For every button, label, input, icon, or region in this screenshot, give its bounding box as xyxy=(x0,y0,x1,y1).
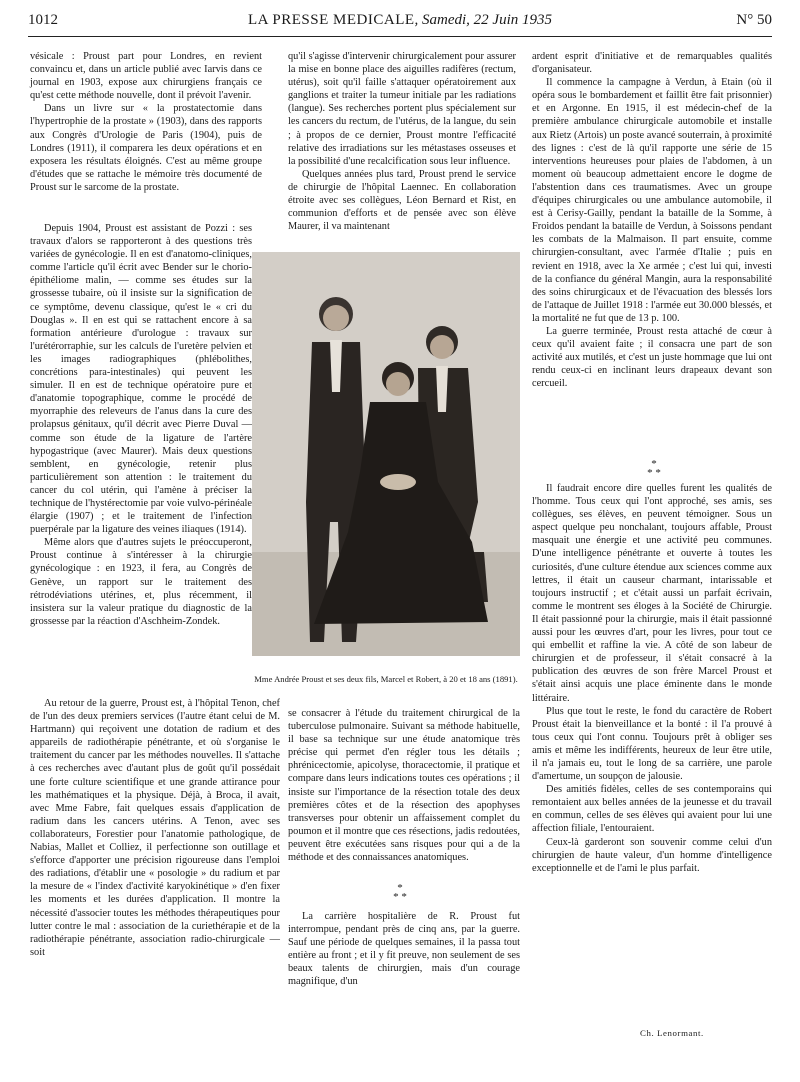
column-2-final xyxy=(288,910,520,989)
page-header xyxy=(28,12,772,37)
photo-caption: Mme Andrée Proust et ses deux fils, Marcel et Robert, à 20 et 18 ans (1891). xyxy=(254,674,518,684)
paragraph: Ceux-là garderont son souvenir comme celui d'un chirurgien de haute valeur, d'un homme d'intelligence exceptionnelle et de l'ami le plus parfait. xyxy=(532,836,772,874)
paragraph: vésicale : Proust part pour Londres, en revient convaincu et, dans un article publié avec Iarvis dans ce journal en 1903, expose aux chirurgiens français ce qu'est cette méthode nouvelle, dont il prévoit l'avenir. xyxy=(30,51,262,102)
paragraph: Il commence la campagne à Verdun, à Etain (où il opéra sous le bombardement et faillit être fait prisonnier) et en Argonne. En 1915, il est médecin-chef de la première ambulance chirurgicale automobile et installe aux Rietz (Artois) un poste avancé souterrain, à proximité des lignes : c'est de là qu'il rapporte une série de 15 interventions heureuses pour plaies de l'abdomen, à un moment où beaucoup admettaient encore le dogme de l'abstention dans ces traumatismes. Avec un groupe d'équipes chirurgicales ou une ambulance automobile, il est à Cerisy-Gailly, pendant la bataille de la Somme, à Froidos pendant la bataille de Verdun, à Soissons pendant les combats de la Malmaison. Il part ensuite, comme chirurgien-consultant, avec l'armée d'Italie ; puis en revient en 1918, avec la Xe armée ; c'est lui qui, investi de la confiance du général Mangin, aura la responsabilité des soins chirurgicaux et de l'évacuation des blessés lors de l'attaque de Juillet 1918 : l'armée eut 30.000 blessés, et la mortalité ne fut que de 13 p. 100. xyxy=(532,77,772,324)
author-signature: Ch. Lenormant. xyxy=(640,1028,704,1038)
column-2-bottom xyxy=(288,707,520,864)
column-3-top xyxy=(532,50,772,390)
family-photograph xyxy=(252,252,520,656)
paragraph: Même alors que d'autres sujets le préoccuperont, Proust continue à s'intéresser à la chirurgie gynécologique : en 1923, il fera, au Congrès de Genève, un rapport sur le traitement des rétrodéviations utérines, et, plus récemment, il insistera sur la valeur pratique du diagnostic de la grossesse par la réaction d'Aschheim-Zondek. xyxy=(30,537,252,627)
column-1-middle xyxy=(30,222,252,628)
paragraph: Quelques années plus tard, Proust prend le service de chirurgie de l'hôpital Laennec. En collaboration étroite avec ses collègues, Léon Bernard et Rist, en communion d'efforts et de pensée avec son élève Maurer, il va maintenant xyxy=(288,168,516,233)
column-3-bottom xyxy=(532,482,772,875)
running-title xyxy=(28,12,772,29)
paragraph: se consacrer à l'étude du traitement chirurgical de la tuberculose pulmonaire. Suivant sa méthode habituelle, il base sa technique sur une étude anatomique très précise qui permet d'en régler tous les détails ; phrénicectomie, apicolyse, thoracectomie, il pratique et compare dans leurs indications toutes ces opérations ; il insiste sur l'importance de la résection totale des deux premières côtes et de la résection des apophyses transverses pour obtenir un affaissement complet du poumon et il montre que ces résections, jadis redoutées, peuvent être exécutées sans risques pour qui a de la méthode et des connaissances anatomiques. xyxy=(288,708,520,864)
section-separator: * * * xyxy=(393,882,407,903)
issue-number: N° 50 xyxy=(736,12,772,28)
paragraph: Des amitiés fidèles, celles de ses contemporains qui remontaient aux belles années de la jeunesse et du travail en commun, celles de ses élèves qui avaient pour lui une affection filiale, l'entouraient. xyxy=(532,784,772,835)
paragraph: ardent esprit d'initiative et de remarquables qualités d'organisateur. xyxy=(532,51,772,76)
paragraph: Dans un livre sur « la prostatectomie dans l'hypertrophie de la prostate » (1903), dans des rapports aux Congrès d'Urologie de Paris (1904), puis de Londres (1911), il comparera les deux opérations et en exposera les résultats éloignés. C'est au même groupe d'études que se rattache le mémoire très documenté de Proust sur le sarcome de la prostate. xyxy=(30,103,262,193)
paragraph: qu'il s'agisse d'intervenir chirurgicalement pour assurer la mise en bonne place des aiguilles radifères (rectum, utérus), soit qu'il faille s'attaquer opératoirement aux ganglions et traiter la tumeur initiale par les radiations (langue). Ses recherches portent plus spécialement sur les cancers du rectum, de l'utérus, de la langue, du sein ; à propos de ce dernier, Proust montre l'efficacité relative des irradiations sur les métastases osseuses et la possibilité d'une recalcification sous leur influence. xyxy=(288,51,516,167)
paragraph: Au retour de la guerre, Proust est, à l'hôpital Tenon, chef de l'un des deux premiers services (l'autre étant celui de M. Hartmann) qui reçoivent une dotation de radium et des appareils de radiothérapie pénétrante, et où s'organise le traitement du cancer par les méthodes nouvelles. Il s'attache à ces recherches avec d'autant plus de goût qu'il possédait une forte culture scientifique et une grande attirance pour les mathématiques et la physique. Déjà, à Broca, il avait, avec Mme Fabre, fait quelques essais d'application de radium dans les cancers utérins. A Tenon, avec ses collaborateurs, Forestier pour l'anatomie pathologique, de Nabias, Mallet et Colliez, il perfectionne son outillage et s'efforce d'apporter une précision rigoureuse dans l'emploi des radiations, d'établir une « posologie » du radium et par la mesure de « l'index d'activité karyokinétique » d'en fixer les moments et les durées d'application. Il montre la nécessité d'associer toutes les méthodes thérapeutiques pour lutter contre le mal : association de la curiethérapie et de la radiothérapie pénétrante, association radio-chirurgicale — soit xyxy=(30,698,280,958)
page-number: 1012 xyxy=(28,12,58,28)
journal-title: LA PRESSE MEDICALE xyxy=(248,12,415,28)
issue-date: , Samedi, 22 Juin 1935 xyxy=(414,12,552,28)
column-2-top xyxy=(288,50,516,233)
paragraph: La guerre terminée, Proust resta attaché de cœur à ceux qu'il avaient faite ; il consacra une part de son activité aux mutilés, et c'est un juste hommage que lui ont rendu ceux-ci en inclinant leurs drapeaux devant son cercueil. xyxy=(532,325,772,390)
paragraph: Il faudrait encore dire quelles furent les qualités de l'homme. Tous ceux qui l'ont approché, ses amis, ses collègues, ses élèves, en peuvent témoigner. Sous un aspect quelque peu nonchalant, toujours affable, Proust masquait une énergie et une activité peu communes. D'une intelligence pénétrante et ouverte à toutes les curiosités, d'une culture étendue aux sciences comme aux lettres, il était un causeur charmant, intarissable et toujours instructif ; et c'était aussi un parfait écrivain, comme le montrent ses éloges à la Société de Chirurgie. Il était passionné pour la chirurgie, mais il était passionné aussi pour les œuvres d'art, pour les livres, pour tout ce qui embellit et raffine la vie. A côté de son labeur de chirurgien et de professeur, il s'était consacré à la publication des œuvres de son frère Marcel Proust et s'était ainsi acquis une place éminente dans le monde littéraire. xyxy=(532,483,772,704)
section-separator: * * * xyxy=(647,458,661,479)
paragraph: La carrière hospitalière de R. Proust fut interrompue, pendant près de cinq ans, par la guerre. Sauf une période de quelques semaines, il la passa tout entière au front ; et il y fit preuve, non seulement de ses beaux talents de chirurgien, mais d'un courage magnifique, d'un xyxy=(288,911,520,988)
paragraph: Plus que tout le reste, le fond du caractère de Robert Proust était la bienveillance et la bonté : il l'a prouvé à tous ceux qui l'ont connu. Toujours prêt à obliger ses amis et même les indifférents, heureux de leur être utile, il n'a jamais eu, tout le long de sa carrière, une parole d'amertume, un soupçon de jalousie. xyxy=(532,705,772,783)
paragraph: Depuis 1904, Proust est assistant de Pozzi : ses travaux d'alors se rapporteront à des questions très variées de gynécologie. Il en est d'anatomo-cliniques, comme l'article qu'il écrit avec Bender sur le chorio-épithéliome malin, — comme ses études sur la grossesse tubaire, où il insiste sur la signification de ce symptôme, devenu classique, qu'est le « cri du Douglas ». Il en est qui se rattachent encore à sa formation antérieure d'urologue : travaux sur l'urétérorraphie, sur les calculs de l'uretère pelvien et les images radiographiques (phlébolithes, concrétions para-intestinales) qui peuvent les simuler. Il en est de technique opératoire pure et d'anatomie topographique, comme le procédé de myorraphie des releveurs de l'anus dans la cure des prolapsus génitaux, qu'il décrit avec Pierre Duval — comme son étude de la ligature de l'artère hypogastrique (avec Maurer). Mais deux questions semblent, en gynécologie, retenir plus particulièrement son attention : le traitement du cancer du col utérin, qui l'amène à préciser la technique de l'hystérectomie par voie vulvo-périnéale élargie (1907) ; et le traitement de l'infection puerpérale par la ligature des veines iliaques (1914). xyxy=(30,223,252,536)
column-1-top xyxy=(30,50,262,194)
column-1-bottom xyxy=(30,697,280,959)
